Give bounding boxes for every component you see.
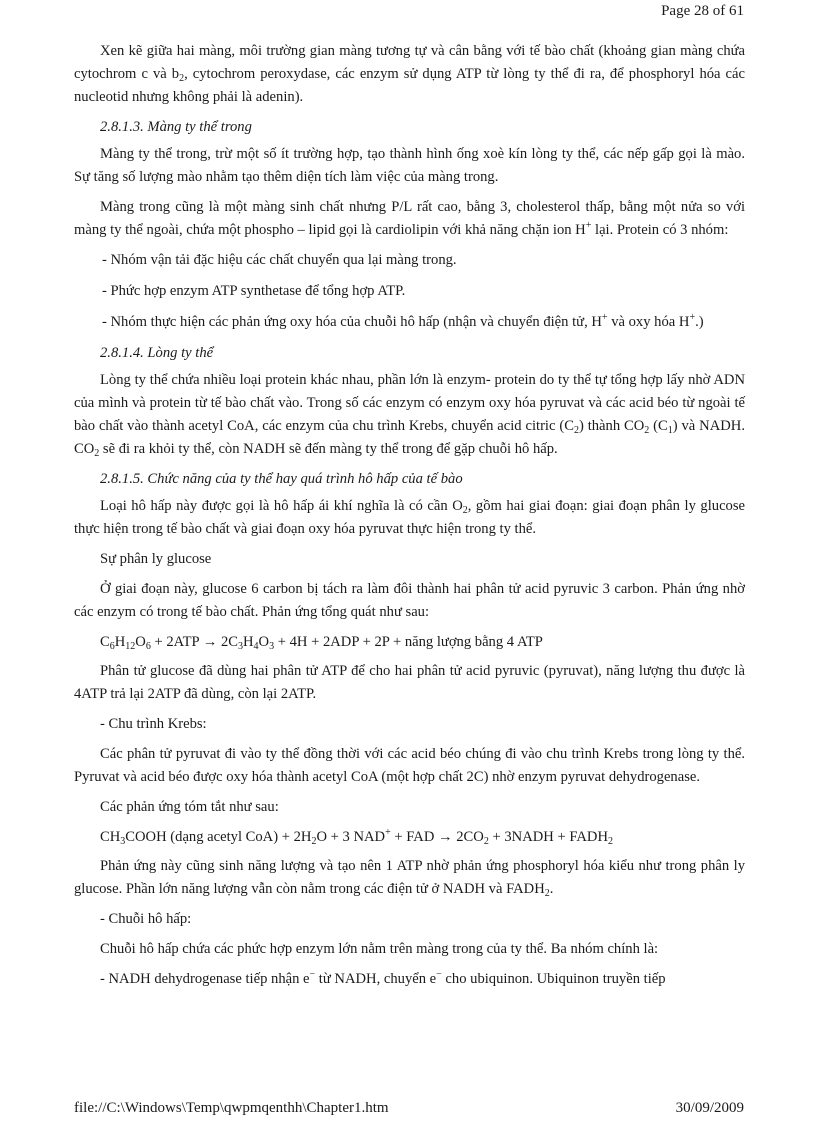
page-indicator: Page 28 of 61 <box>661 3 744 19</box>
list-item: - Nhóm vận tải đặc hiệu các chất chuyển qua lại màng trong. <box>102 252 457 268</box>
paragraph: Phản ứng này cũng sinh năng lượng và tạo nên 1 ATP nhờ phản ứng phosphoryl hóa kiểu như trong phân ly glucose. Phần lớn năng lượng vẫn còn nằm trong các điện tử ở NADH và $FADH_2$. <box>74 858 745 899</box>
paragraph: Loại hô hấp này được gọi là hô hấp ái khí nghĩa là có cần $O_2$, gồm hai giai đoạn: giai đoạn phân ly glucose thực hiện trong tế bào chất và giai đoạn oxy hóa pyruvat thực hiện trong ty thể. <box>74 498 745 537</box>
paragraph: - Chuỗi hô hấp: <box>100 911 192 927</box>
paragraph: Sự phân ly glucose <box>100 551 212 567</box>
paragraph: Màng ty thể trong, trừ một số ít trường hợp, tạo thành hình ống xoè kín lòng ty thể, các nếp gấp gọi là mào. Sự tăng số lượng mào nhằm tạo thêm diện tích làm việc của màng trong. <box>74 146 745 185</box>
footer-date: 30/09/2009 <box>675 1100 744 1116</box>
paragraph: Ở giai đoạn này, glucose 6 carbon bị tách ra làm đôi thành hai phân tử acid pyruvic 3 carbon. Phản ứng nhờ các enzym có trong tế bào chất. Phản ứng tổng quát như sau: <box>74 581 745 620</box>
paragraph: Các phản ứng tóm tắt như sau: <box>100 799 279 815</box>
file-path: file://C:\Windows\Temp\qwpmqenthh\Chapter1.htm <box>74 1100 389 1116</box>
paragraph: - NADH dehydrogenase tiếp nhận e− từ NADH, chuyển e− cho ubiquinon. Ubiquinon truyền tiếp <box>100 969 666 987</box>
paragraph: - Chu trình Krebs: <box>100 716 207 732</box>
list-item: - Phức hợp enzym ATP synthetase để tổng hợp ATP. <box>102 283 406 299</box>
section-heading: 2.8.1.5. Chức năng của ty thể hay quá trình hô hấp của tế bào <box>100 471 463 487</box>
document-body <box>74 40 745 998</box>
paragraph: Lòng ty thể chứa nhiều loại protein khác nhau, phần lớn là enzym- protein do ty thể tự tổng hợp lấy nhờ ADN của mình và protein từ tế bào chất vào. Trong số các enzym có enzym oxy hóa pyruvat và các acid béo từ ngoài tế bào chất vào thành acetyl CoA, các enzym của chu trình Krebs, chuyển acid citric $(C_2)$ thành $CO_2$ $(C_1)$ và NADH. $CO_2$ sẽ đi ra khỏi ty thể, còn NADH sẽ đến màng ty thể trong để gặp chuỗi hô hấp. <box>74 372 745 459</box>
paragraph: Màng trong cũng là một màng sinh chất nhưng P/L rất cao, bằng 3, cholesterol thấp, bằng một nửa so với màng ty thể ngoài, chứa một phospho – lipid gọi là cardiolipin với khả năng chặn ion H+ lại. Protein có 3 nhóm: <box>74 199 745 238</box>
page-footer <box>74 1100 744 1117</box>
section-heading: 2.8.1.4. Lòng ty thể <box>100 345 214 361</box>
section-heading: 2.8.1.3. Màng ty thể trong <box>100 119 252 135</box>
paragraph: Phân tử glucose đã dùng hai phân tử ATP để cho hai phân tử acid pyruvic (pyruvat), năng lượng thu được là 4ATP trả lại 2ATP đã dùng, còn lại 2ATP. <box>74 663 745 702</box>
chemical-equation: $C_6H_{12}O_6 + 2ATP \to 2C_3H_4O_3 + 4H + 2ADP + 2P$ + năng lượng bằng 4 ATP <box>100 634 543 652</box>
list-item: - Nhóm thực hiện các phản ứng oxy hóa của chuỗi hô hấp (nhận và chuyển điện tử, H+ và oxy hóa H+.) <box>102 312 704 330</box>
paragraph: Chuỗi hô hấp chứa các phức hợp enzym lớn nằm trên màng trong của ty thể. Ba nhóm chính là: <box>100 941 659 957</box>
chemical-equation: $CH_3COOH$ (dạng acetyl $CoA) + 2H_2O + 3$ NAD+ + FAD → $2CO_2$ + 3NADH + $FADH_2$ <box>100 827 613 847</box>
paragraph: Các phân tử pyruvat đi vào ty thể đồng thời với các acid béo chúng đi vào chu trình Krebs trong lòng ty thể. Pyruvat và acid béo được oxy hóa thành acetyl CoA (một hợp chất 2C) nhờ enzym pyruvat dehydrogenase. <box>74 746 745 785</box>
paragraph: Xen kẽ giữa hai màng, môi trường gian màng tương tự và cân bằng với tế bào chất (khoảng gian màng chứa cytochrom c và $b_2$, cytochrom peroxydase, các enzym sử dụng ATP từ lòng ty thể đi ra, để phosphoryl hóa các nucleotid nhưng không phải là adenin). <box>74 43 745 105</box>
